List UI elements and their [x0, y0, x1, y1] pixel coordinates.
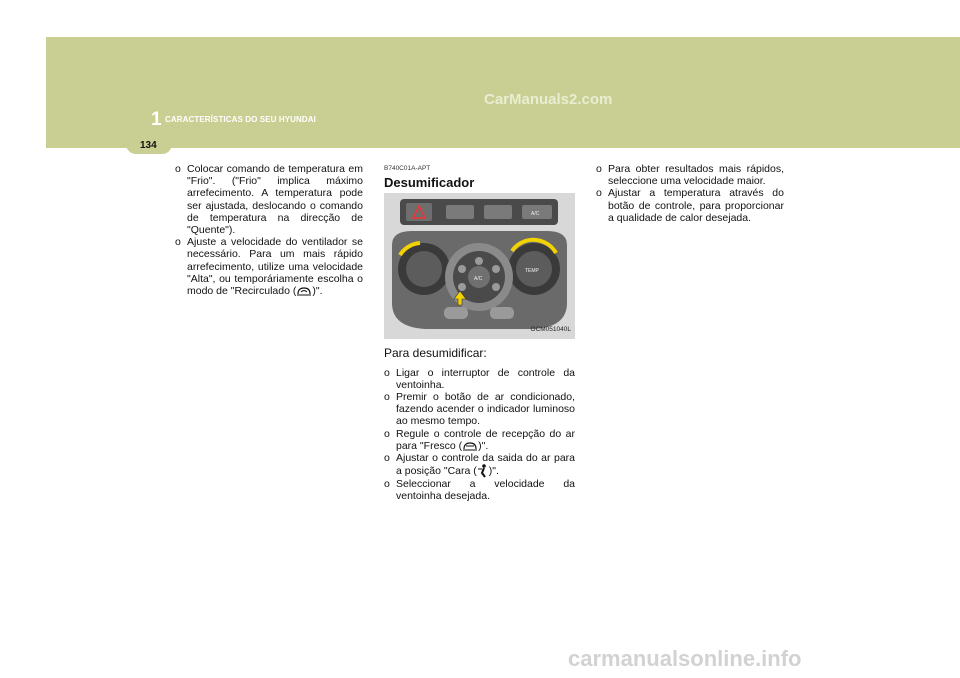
list-item	[384, 428, 575, 452]
section-code: B740C01A-APT	[384, 165, 431, 172]
item-text: Ajustar o controle da saida do ar para a posição "Cara (	[396, 452, 575, 478]
page-number: 134	[140, 140, 157, 151]
list-item	[384, 367, 575, 391]
watermark-top[interactable]: CarManuals2.com	[484, 91, 613, 108]
face-vent-icon	[477, 464, 489, 478]
bullet: o	[384, 366, 390, 379]
chapter-title: CARACTERÍSTICAS DO SEU HYUNDAI	[165, 115, 317, 124]
ac-dial-label: A/C	[474, 276, 483, 283]
bullet: o	[175, 163, 181, 175]
item-text: Para obter resultados mais rápidos, seleccione uma velocidade maior.	[608, 163, 784, 188]
bullet: o	[175, 236, 181, 249]
item-text: Premir o botão de ar condicionado, fazendo acender o indicador luminoso ao mesmo tempo.	[396, 391, 575, 428]
climate-control-figure	[384, 193, 575, 339]
item-text: Seleccionar a velocidade da ventoinha desejada.	[396, 478, 575, 503]
list-item	[384, 478, 575, 502]
item-text: Ajuste a velocidade do ventilador se necessário. Para um mais rápido arrefecimento, utilize uma velocidade "Alta", ou temporáriamente escolha o modo de "Recirculado (	[187, 236, 363, 298]
figure-label: OCM051040L	[530, 326, 571, 334]
item-text: Ajustar a temperatura através do botão de controle, para proporcionar a qualidade de calor desejada.	[608, 187, 784, 224]
climate-panel-illustration	[384, 193, 575, 339]
list-item	[175, 236, 363, 297]
bullet: o	[384, 391, 390, 404]
subsection-title: Para desumidificar:	[384, 346, 487, 361]
list-item	[384, 391, 575, 428]
recirculate-icon	[296, 286, 312, 296]
list-item	[596, 187, 784, 224]
temp-knob-label: TEMP	[525, 268, 539, 275]
column-middle	[384, 163, 575, 503]
ac-strip-label: A/C	[531, 211, 540, 218]
list-item	[175, 163, 363, 236]
chapter-number: 1	[151, 109, 162, 130]
item-text: Colocar comando de temperatura em "Frio". ("Frio" implica máximo arrefecimento. A temperatura pode ser ajustada, deslocando o comando de temperatura na direcção de "Quente").	[187, 163, 363, 237]
list-item	[384, 452, 575, 478]
watermark-bottom[interactable]: carmanualsonline.info	[568, 646, 802, 671]
bullet: o	[596, 163, 602, 175]
section-title: Desumificador	[384, 175, 475, 191]
fresh-air-icon	[462, 441, 478, 451]
bullet: o	[384, 478, 390, 491]
item-text-suffix: )".	[312, 285, 323, 298]
column-right	[596, 163, 784, 224]
item-text-suffix: )".	[488, 465, 499, 478]
item-text-suffix: )".	[478, 439, 489, 452]
item-text: Ligar o interruptor de controle da ventoinha.	[396, 366, 575, 391]
bullet: o	[384, 427, 390, 440]
bullet: o	[384, 452, 390, 465]
item-text: Regule o controle de recepção do ar para "Fresco (	[396, 427, 575, 452]
column-left	[175, 163, 363, 297]
bullet: o	[596, 187, 602, 200]
list-item	[596, 163, 784, 187]
